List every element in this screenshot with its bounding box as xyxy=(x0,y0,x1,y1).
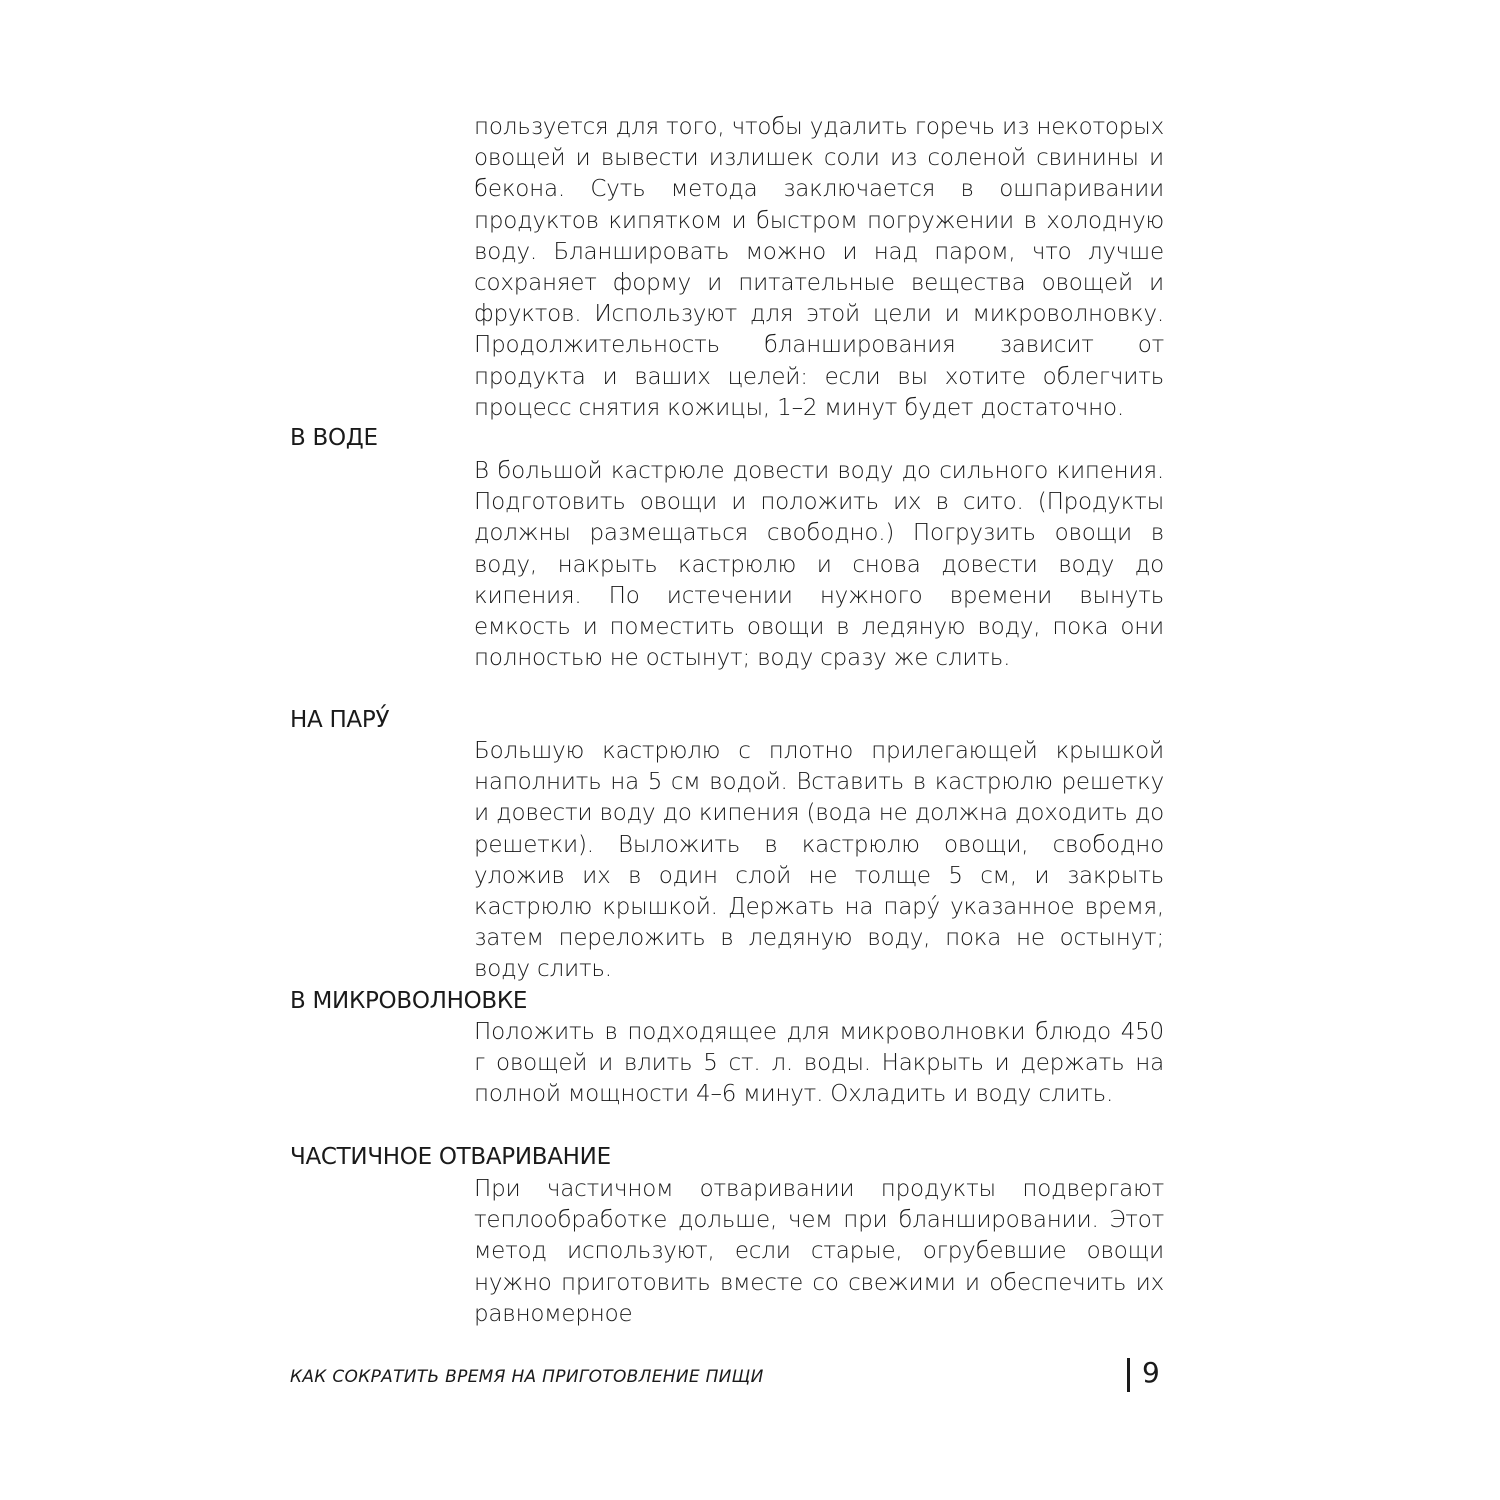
paragraph-partial-boiling: При частичном отваривании продукты подвергают теплообработке дольше, чем при бланшировании. Этот метод используют, если старые, огрубевшие овощи нужно приготовить вместе со свежими и обеспечить их равномерное xyxy=(474,1176,1164,1327)
page-number: 9 xyxy=(1142,1356,1160,1389)
paragraph-steam: Большую кастрюлю с плотно прилегающей крышкой наполнить на 5 см водой. Вставить в кастрюлю решетку и довести воду до кипения (вода не должна доходить до решетки). Выложить в кастрюлю овощи, свободно уложив их в один слой не толще 5 см, и закрыть кастрюлю крышкой. Держать на пару́ указанное время, затем переложить в ледяную воду, пока не остынут; воду слить. xyxy=(474,738,1164,983)
heading-partial-boiling: ЧАСТИЧНОЕ ОТВАРИВАНИЕ xyxy=(290,1144,611,1170)
intro-paragraph: пользуется для того, чтобы удалить горечь из некоторых овощей и вывести излишек соли из соленой свинины и бекона. Суть метода заключается в ошпаривании продуктов кипятком и быстром погружении в холодную воду. Бланшировать можно и над паром, что лучше сохраняет форму и питательные вещества овощей и фруктов. Используют для этой цели и микроволновку. Продолжительность бланширования зависит от продукта и ваших целей: если вы хотите облегчить процесс снятия кожицы, 1–2 минут будет достаточно. xyxy=(474,114,1164,421)
heading-in-water: В ВОДЕ xyxy=(290,425,378,451)
running-footer-title: КАК СОКРАТИТЬ ВРЕМЯ НА ПРИГОТОВЛЕНИЕ ПИЩИ xyxy=(290,1367,764,1387)
heading-steam: НА ПАРУ́ xyxy=(290,707,390,733)
footer-divider xyxy=(1127,1358,1130,1392)
paragraph-microwave: Положить в подходящее для микроволновки блюдо 450 г овощей и влить 5 ст. л. воды. Накрыть и держать на полной мощности 4–6 минут. Охладить и воду слить. xyxy=(474,1019,1164,1108)
paragraph-in-water: В большой кастрюле довести воду до сильного кипения. Подготовить овощи и положить их в сито. (Продукты должны размещаться свободно.) Погрузить овощи в воду, накрыть кастрюлю и снова довести воду до кипения. По истечении нужного времени вынуть емкость и поместить овощи в ледяную воду, пока они полностью не остынут; воду сразу же слить. xyxy=(474,458,1164,672)
heading-microwave: В МИКРОВОЛНОВКЕ xyxy=(290,988,528,1014)
